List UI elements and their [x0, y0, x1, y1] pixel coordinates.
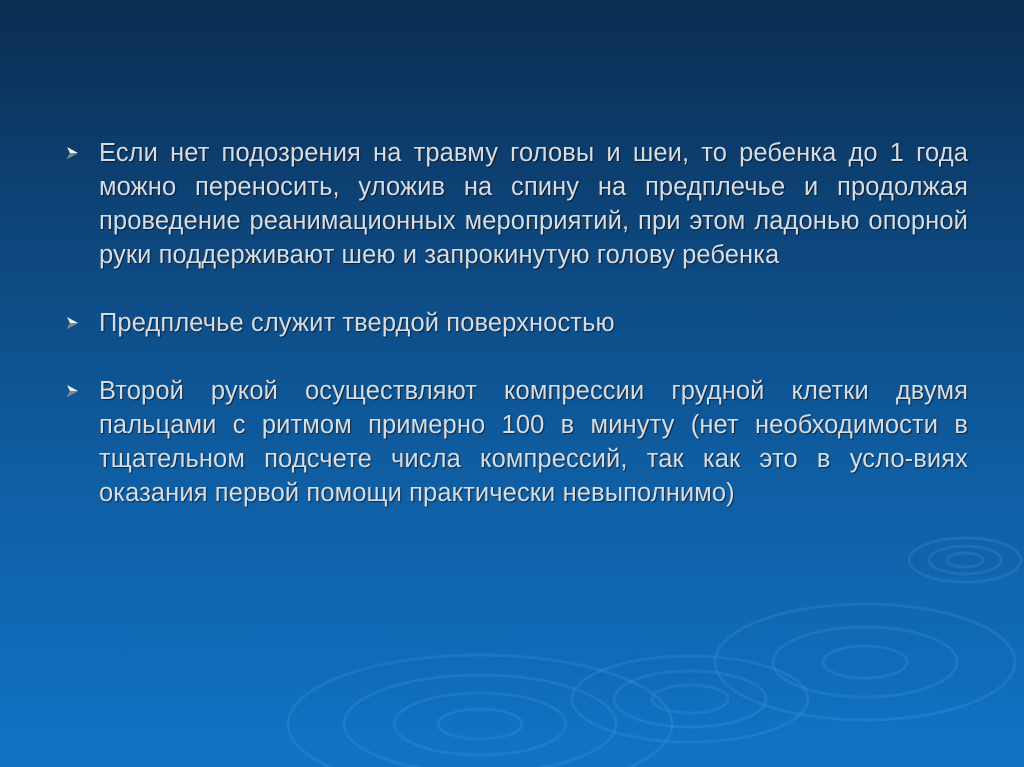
bullet-item-2 [64, 306, 968, 340]
bullet-text: Второй рукой осуществляют компрессии грудной клетки двумя пальцами с ритмом примерно 100 в минуту (нет необходимости в тщательном подсчете числа компрессий, так как это в усло-виях оказания первой помощи практически невыполнимо) [99, 377, 968, 507]
bullet-text: Если нет подозрения на травму головы и шеи, то ребенка до 1 года можно переносить, уложив на спину на предплечье и продолжая проведение реанимационных мероприятий, при этом ладонью опорной руки поддерживают шею и запрокинутую голову ребенка [99, 139, 968, 269]
bullet-text: Предплечье служит твердой поверхностью [99, 309, 615, 337]
bullet-item-3 [64, 374, 968, 510]
bullet-list [64, 136, 968, 510]
arrow-bullet-icon [64, 315, 80, 331]
arrow-bullet-icon [64, 383, 80, 399]
arrow-bullet-icon [64, 145, 80, 161]
bullet-item-1 [64, 136, 968, 272]
